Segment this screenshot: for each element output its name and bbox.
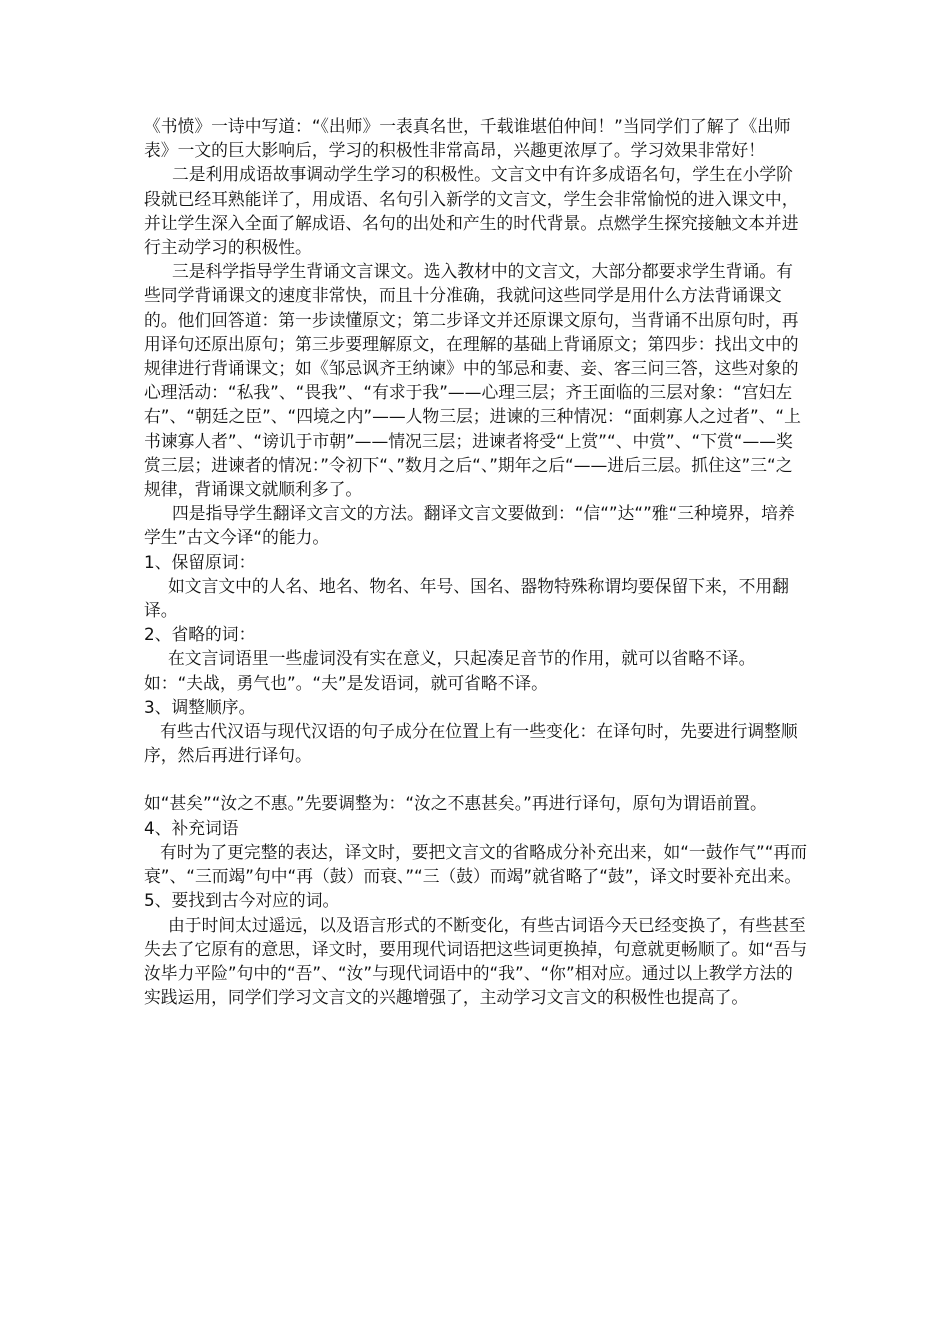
paragraph-point-two: 二是利用成语故事调动学生学习的积极性。文言文中有许多成语名句，学生在小学阶段就已经耳熟能详了，用成语、名句引入新学的文言文，学生会非常愉悦的进入课文中，并让学生深入全面了解成语、名句的出处和产生的时代背景。点燃学生探究接触文本并进行主动学习的积极性。: [144, 164, 799, 258]
blank-line: [144, 767, 808, 791]
body-text: [144, 114, 808, 1009]
paragraph-keep-words: 如文言文中的人名、地名、物名、年号、国名、器物特殊称谓均要保留下来，不用翻译。: [144, 575, 789, 621]
heading-adjust-order: 3、调整顺序。: [144, 696, 256, 717]
paragraph-adjust-example: 如“甚矣”“汝之不惠。”先要调整为：“汝之不惠甚矣。”再进行译句，原句为谓语前置。: [144, 793, 767, 814]
heading-keep-words: 1、保留原词：: [144, 551, 256, 572]
heading-supplement-words: 4、补充词语: [144, 817, 239, 838]
paragraph-modern-words: 由于时间太过遥远，以及语言形式的不断变化，有些古词语今天已经变换了，有些甚至失去了它原有的意思，译文时，要用现代词语把这些词更换掉，句意就更畅顺了。如“吾与汝毕力平险”句中的“吾”、“汝”与现代词语中的“我”、“你”相对应。通过以上教学方法的实践运用，同学们学习文言文的兴趣增强了，主动学习文言文的积极性也提高了。: [144, 914, 808, 1008]
paragraph-shufen: 《书愤》一诗中写道：“《出师》一表真名世，千载谁堪伯仲间！”当同学们了解了《出师表》一文的巨大影响后，学习的积极性非常高昂，兴趣更浓厚了。学习效果非常好！: [144, 116, 791, 161]
paragraph-point-four: 四是指导学生翻译文言文的方法。翻译文言文要做到：“信“”达“”雅“三种境界，培养学生”古文今译“的能力。: [144, 503, 795, 548]
paragraph-supplement-words: 有时为了更完整的表达，译文时，要把文言文的省略成分补充出来，如“一鼓作气”“再而衰”、“三而竭”句中“再（鼓）而衰、”“三（鼓）而竭”就省略了“鼓”，译文时要补充出来。: [144, 841, 807, 887]
paragraph-omit-words: 在文言词语里一些虚词没有实在意义，只起凑足音节的作用，就可以省略不译。: [168, 648, 756, 669]
heading-omit-words: 2、省略的词：: [144, 624, 256, 645]
paragraph-omit-example: 如：“夫战，勇气也”。“夫”是发语词，就可省略不译。: [144, 672, 548, 693]
heading-modern-words: 5、要找到古今对应的词。: [144, 890, 340, 911]
paragraph-adjust-order: 有些古代汉语与现代汉语的句子成分在位置上有一些变化：在译句时，先要进行调整顺序，然后再进行译句。: [144, 721, 798, 766]
paragraph-point-three: 三是科学指导学生背诵文言课文。选入教材中的文言文，大部分都要求学生背诵。有些同学背诵课文的速度非常快，而且十分准确，我就问这些同学是用什么方法背诵课文的。他们回答道：第一步读懂原文；第二步译文并还原课文原句，当背诵不出原句时，再用译句还原出原句；第三步要理解原文，在理解的基础上背诵原文；第四步：找出文中的规律进行背诵课文；如《邹忌讽齐王纳谏》中的邹忌和妻、妾、客三问三答，这些对象的心理活动：“私我”、“畏我”、“有求于我”——心理三层；齐王面临的三层对象：“宫妇左右”、“朝廷之臣”、“四境之内”——人物三层；进谏的三种情况：“面刺寡人之过者”、“上书谏寡人者”、“谤讥于市朝”——情况三层；进谏者将受“上赏”“、中赏”、“下赏“——奖赏三层；进谏者的情况：”令初下“、”数月之后“、”期年之后“——进后三层。抓住这”三“之规律，背诵课文就顺利多了。: [144, 261, 801, 500]
